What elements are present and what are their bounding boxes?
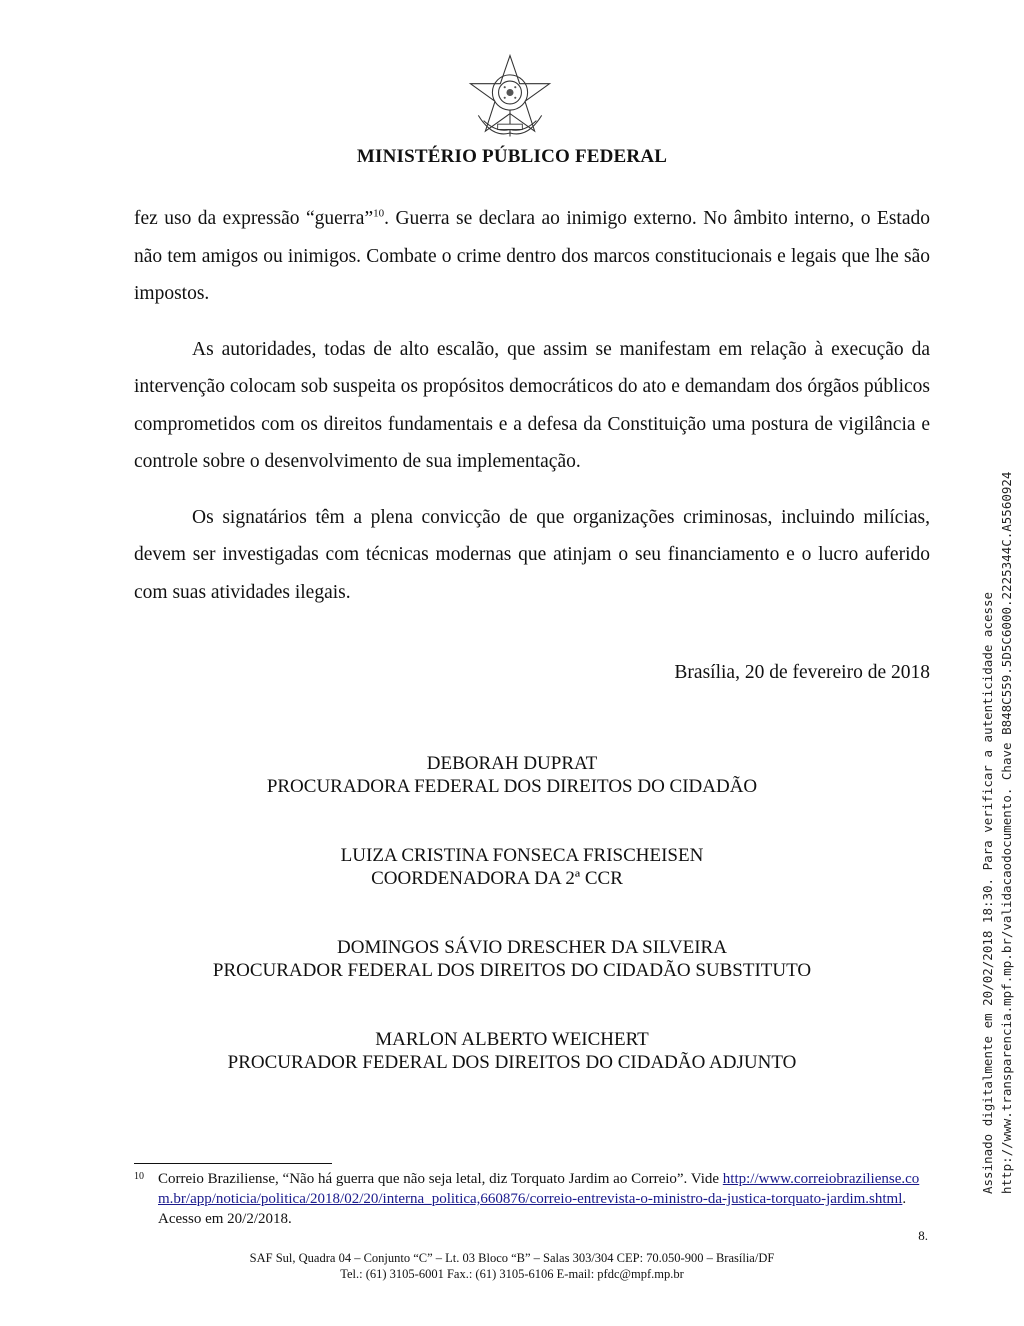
- coat-of-arms-seal: [466, 52, 554, 140]
- signatory-title: PROCURADORA FEDERAL DOS DIREITOS DO CIDADÃO: [266, 776, 758, 797]
- paragraph-1-start: fez uso da expressão “guerra”: [134, 208, 374, 229]
- signature-block-4: [0, 1028, 1024, 1074]
- address-line-2: Tel.: (61) 3105-6001 Fax.: (61) 3105-6106 E-mail: pfdc@mpf.mp.br: [340, 1267, 684, 1281]
- signatory-name: MARLON ALBERTO WEICHERT: [375, 1029, 649, 1050]
- page-number: 8.: [918, 1228, 928, 1243]
- digital-signature-stamp: [978, 472, 1016, 1194]
- signatory-title: PROCURADOR FEDERAL DOS DIREITOS DO CIDADÃO ADJUNTO: [227, 1052, 797, 1073]
- signatory-name: LUIZA CRISTINA FONSECA FRISCHEISEN: [340, 845, 704, 866]
- paragraph-1: [134, 200, 930, 313]
- signatory-title: COORDENADORA DA 2ª CCR: [371, 868, 623, 889]
- stamp-line-2[interactable]: http://www.transparencia.mpf.mp.br/validacaodocumento. Chave B848C559.5D5C6000.2225344C.A5560924: [999, 471, 1014, 1194]
- footnote-access-date: . Acesso em 20/2/2018.: [158, 1191, 907, 1227]
- address-line-1: SAF Sul, Quadra 04 – Conjunto “C” – Lt. 03 Bloco “B” – Salas 303/304 CEP: 70.050-900 – Brasília/DF: [249, 1251, 775, 1265]
- signatory-name: DEBORAH DUPRAT: [426, 753, 598, 774]
- paragraph-3: Os signatários têm a plena convicção de que organizações criminosas, incluindo milícias, devem ser investigadas com técnicas modernas que atinjam o seu financiamento e o lucro auferido com suas atividades ilegais.: [134, 506, 930, 603]
- signatory-name: DOMINGOS SÁVIO DRESCHER DA SILVEIRA: [337, 937, 727, 958]
- signature-block-2: [0, 844, 1024, 890]
- header-title: MINISTÉRIO PÚBLICO FEDERAL: [356, 146, 668, 167]
- signature-block-3: [0, 936, 1024, 982]
- body-text: [134, 200, 930, 611]
- footnote-text: [158, 1169, 934, 1229]
- paragraph-1-end: . Guerra se declara ao inimigo externo. No âmbito interno, o Estado não tem amigos ou inimigos. Combate o crime dentro dos marcos constitucionais e legais que lhe são impostos.: [134, 208, 931, 304]
- signatory-title: PROCURADOR FEDERAL DOS DIREITOS DO CIDADÃO SUBSTITUTO: [212, 960, 812, 981]
- signature-block-1: [0, 752, 1024, 798]
- footnote: [134, 1169, 934, 1229]
- footnote-link[interactable]: http://www.correiobraziliense.com.br/app/noticia/politica/2018/02/20/interna_politica,660876/correio-entrevista-o-ministro-da-justica-torquato-jardim.shtml: [158, 1171, 920, 1207]
- footnote-reference[interactable]: 10: [373, 207, 385, 220]
- footnote-number: 10: [134, 1171, 144, 1182]
- footnote-citation: Correio Braziliense, “Não há guerra que não seja letal, diz Torquato Jardim ao Correio”. Vide: [158, 1171, 720, 1187]
- footnote-divider: [134, 1163, 332, 1164]
- date-line: Brasília, 20 de fevereiro de 2018: [674, 662, 930, 683]
- paragraph-2: As autoridades, todas de alto escalão, que assim se manifestam em relação à execução da intervenção colocam sob suspeita os propósitos democráticos do ato e demandam dos órgãos públicos comprometidos com os direitos fundamentais e a defesa da Constituição uma postura de vigilância e controle sobre o desenvolvimento de sua implementação.: [134, 338, 930, 472]
- stamp-line-1: Assinado digitalmente em 20/02/2018 18:30. Para verificar a autenticidade acesse: [980, 591, 995, 1194]
